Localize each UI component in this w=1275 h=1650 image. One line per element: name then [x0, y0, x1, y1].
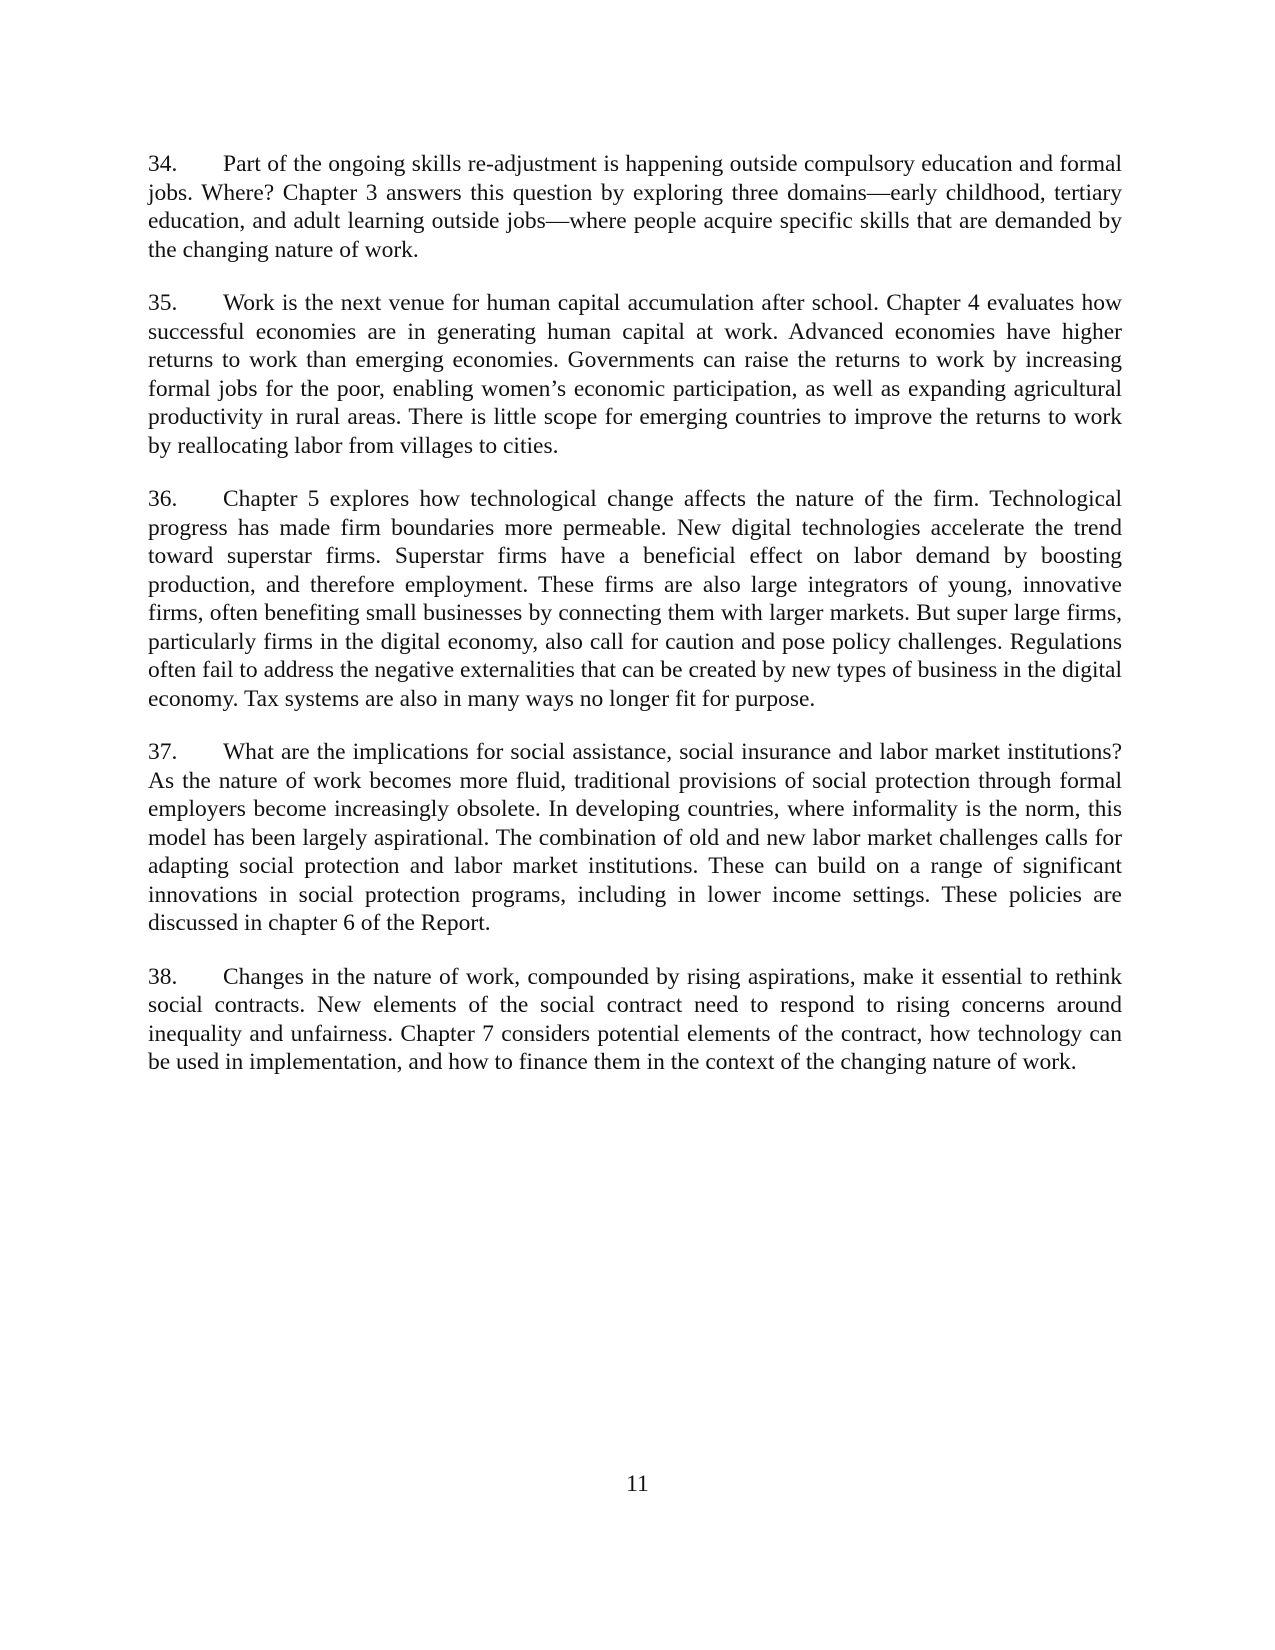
paragraph-text: Part of the ongoing skills re-adjustment is happening outside compulsory education and formal jobs. Where? Chapter 3 answers this question by exploring three domains—early childhood, tertiary education, and adult learning outside jobs—where people acquire specific skills that are demanded by the changing nature of work.: [148, 151, 1122, 263]
paragraph-number: 37.: [148, 739, 178, 765]
paragraph-text: Changes in the nature of work, compounded by rising aspirations, make it essential to rethink social contracts. New elements of the social contract need to respond to rising concerns around inequality and unfairness. Chapter 7 considers potential elements of the contract, how technology can be used in implementation, and how to finance them in the context of the changing nature of work.: [148, 963, 1122, 1075]
paragraph-number: 35.: [148, 290, 178, 316]
paragraph-text: What are the implications for social assistance, social insurance and labor market institutions? As the nature of work becomes more fluid, traditional provisions of social protection through formal employers become increasingly obsolete. In developing countries, where informality is the norm, this model has been largely aspirational. The combination of old and new labor market challenges calls for adapting social protection and labor market institutions. These can build on a range of significant innovations in social protection programs, including in lower income settings. These policies are discussed in chapter 6 of the Report.: [148, 739, 1122, 936]
paragraph-text: Work is the next venue for human capital accumulation after school. Chapter 4 evaluates how successful economies are in generating human capital at work. Advanced economies have higher returns to work than emerging economies. Governments can raise the returns to work by increasing formal jobs for the poor, enabling women’s economic participation, as well as expanding agricultural productivity in rural areas. There is little scope for emerging countries to improve the returns to work by reallocating labor from villages to cities.: [148, 290, 1122, 459]
paragraph-number: 38.: [148, 963, 178, 990]
paragraph-36: [148, 485, 1122, 713]
paragraph-text: Chapter 5 explores how technological change affects the nature of the firm. Technological progress has made firm boundaries more permeable. New digital technologies accelerate the trend toward superstar firms. Superstar firms have a beneficial effect on labor demand by boosting production, and therefore employment. These firms are also large integrators of young, innovative firms, often benefiting small businesses by connecting them with larger markets. But super large firms, particularly firms in the digital economy, also call for caution and pose policy challenges. Regulations often fail to address the negative externalities that can be created by new types of business in the digital economy. Tax systems are also in many ways no longer fit for purpose.: [148, 486, 1122, 712]
paragraph-38: [148, 963, 1122, 1077]
paragraph-34: [148, 150, 1122, 264]
paragraph-number: 34.: [148, 151, 178, 177]
paragraph-35: [148, 289, 1122, 460]
body-text: [148, 150, 1122, 1102]
page-number: 11: [626, 1471, 649, 1497]
paragraph-number: 36.: [148, 486, 178, 512]
paragraph-37: [148, 738, 1122, 938]
